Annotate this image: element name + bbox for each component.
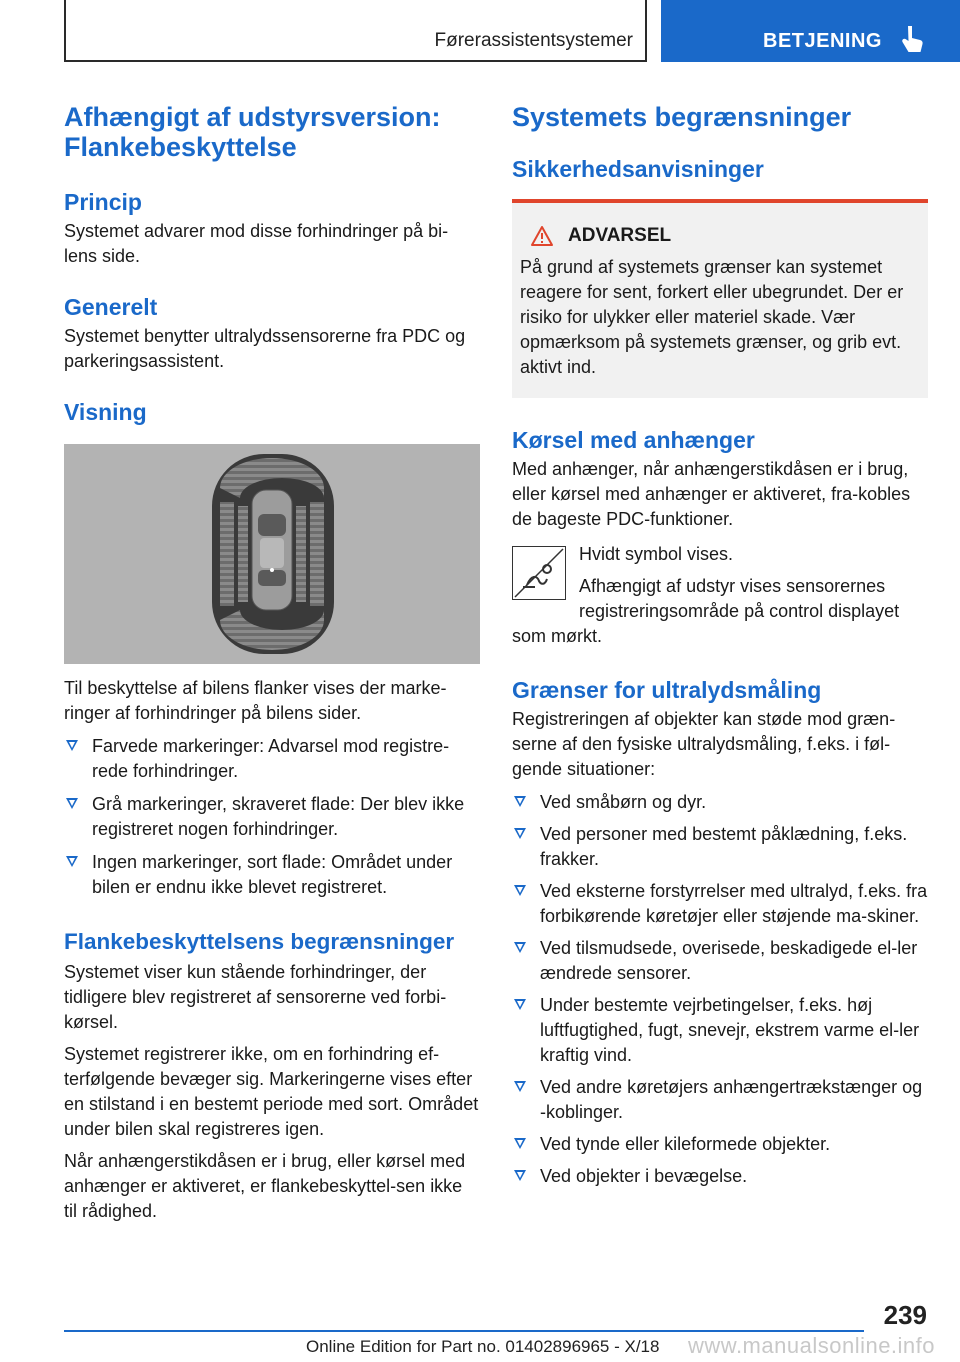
warning-box (512, 199, 928, 398)
list-item: Grå markeringer, skraveret flade: Der blev ikke registreret nogen forhindringer. (64, 792, 480, 842)
list-item: Ved tilsmudsede, overisede, beskadigede el-ler ændrede sensorer. (512, 936, 928, 986)
hand-pointer-icon (898, 24, 926, 54)
bullet-triangle-icon (66, 798, 78, 809)
bullet-triangle-icon (514, 1138, 526, 1149)
list-item: Ingen markeringer, sort flade: Området under bilen er endnu ikke blevet registreret. (64, 850, 480, 900)
bullet-triangle-icon (514, 942, 526, 953)
trailer-symbol-row (512, 542, 928, 649)
header-section-box (64, 0, 647, 62)
limits-heading: Flankebeskyttelsens begrænsninger (64, 929, 455, 954)
bullet-triangle-icon (514, 885, 526, 896)
right-title: Systemets begrænsninger (512, 102, 852, 132)
display-heading: Visning (64, 399, 147, 425)
limits-paragraph-3: Når anhængerstikdåsen er i brug, eller kørsel med anhænger er aktiveret, er flankebeskyttel-sen ikke til rådighed. (64, 1151, 466, 1221)
warning-label: ADVARSEL (568, 225, 672, 246)
bullet-triangle-icon (514, 1081, 526, 1092)
bullet-triangle-icon (514, 828, 526, 839)
list-item: Farvede markeringer: Advarsel mod registre-rede forhindringer. (64, 734, 480, 784)
trailer-text: Med anhænger, når anhængerstikdåsen er i brug, eller kørsel med anhænger er aktiveret, fra-kobles de bageste PDC-funktioner. (512, 459, 911, 529)
trailer-heading: Kørsel med anhænger (512, 427, 755, 453)
symbol-text-2a: Afhængigt af udstyr vises sensorernes registreringsområde på control displayet (579, 576, 900, 621)
list-item: Ved tynde eller kileformede objekter. (512, 1132, 928, 1157)
bullet-triangle-icon (66, 740, 78, 751)
ultrasound-list (512, 790, 928, 1189)
bullet-triangle-icon (514, 1170, 526, 1181)
warning-title (530, 225, 920, 247)
principle-text: Systemet advarer mod disse forhindringer på bi-lens side. (64, 221, 449, 266)
header-tab[interactable] (661, 0, 960, 62)
limits-paragraph-2: Systemet registrerer ikke, om en forhindring ef-terfølgende bevæger sig. Markeringerne vises efter en stilstand i en bestemt periode med sort. Området under bilen skal registreres igen. (64, 1044, 479, 1139)
list-item: Ved objekter i bevægelse. (512, 1164, 928, 1189)
page-number: 239 (883, 1300, 927, 1330)
symbol-text-1: Hvidt symbol vises. (579, 544, 734, 564)
list-item: Ved andre køretøjers anhængertrækstænger og -koblinger. (512, 1075, 928, 1125)
right-column (512, 102, 928, 1189)
symbol-text-2b: som mørkt. (512, 626, 602, 646)
ultrasound-heading: Grænser for ultralydsmåling (512, 677, 822, 703)
list-item: Under bestemte vejrbetingelser, f.eks. høj luftfugtighed, fugt, snevejr, ekstrem varme el-ler kraftig vind. (512, 993, 928, 1068)
footer-edition: Online Edition for Part no. 01402896965 - X/18 (306, 1337, 660, 1356)
header-tab-label: BETJENING (763, 30, 882, 52)
header-section-title: Førerassistentsystemer (434, 30, 633, 51)
footer-watermark[interactable]: www.manualsonline.info (688, 1333, 936, 1358)
bullet-triangle-icon (66, 856, 78, 867)
list-item: Ved småbørn og dyr. (512, 790, 928, 815)
trailer-symbol (512, 546, 566, 600)
safety-heading: Sikkerhedsanvisninger (512, 156, 764, 182)
flank-protection-figure (64, 444, 480, 664)
warning-triangle-icon (530, 225, 554, 247)
ultrasound-text: Registreringen af objekter kan støde mod græn-serne af den fysiske ultralydsmåling, f.eks. i føl-gende situationer: (512, 709, 896, 779)
left-title: Afhængigt af udstyrsversion: Flankebeskyttelse (64, 102, 441, 162)
bullet-triangle-icon (514, 999, 526, 1010)
trailer-hitch-icon (513, 547, 565, 599)
list-item: Ved eksterne forstyrrelser med ultralyd, f.eks. fra forbikørende køretøjer eller støjende ma-skiner. (512, 879, 928, 929)
marking-list (64, 734, 480, 900)
bullet-triangle-icon (514, 796, 526, 807)
list-item: Ved personer med bestemt påklædning, f.eks. frakker. (512, 822, 928, 872)
footer-divider (64, 1330, 864, 1332)
figure-caption: Til beskyttelse af bilens flanker vises der marke-ringer af forhindringer på bilens sider. (64, 678, 447, 723)
general-text: Systemet benytter ultralydssensorerne fra PDC og parkeringsassistent. (64, 326, 466, 371)
limits-paragraph-1: Systemet viser kun stående forhindringer, der tidligere blev registreret af sensorerne ved forbi-kørsel. (64, 962, 447, 1032)
car-sensor-illustration (64, 444, 480, 664)
left-column (64, 102, 480, 1224)
principle-heading: Princip (64, 189, 142, 215)
warning-text: På grund af systemets grænser kan systemet reagere for sent, forkert eller ubegrundet. Der er risiko for ulykker eller materiel skade. Vær opmærksom på systemets grænser, og grib evt. aktivt ind. (520, 257, 904, 377)
general-heading: Generelt (64, 294, 158, 320)
